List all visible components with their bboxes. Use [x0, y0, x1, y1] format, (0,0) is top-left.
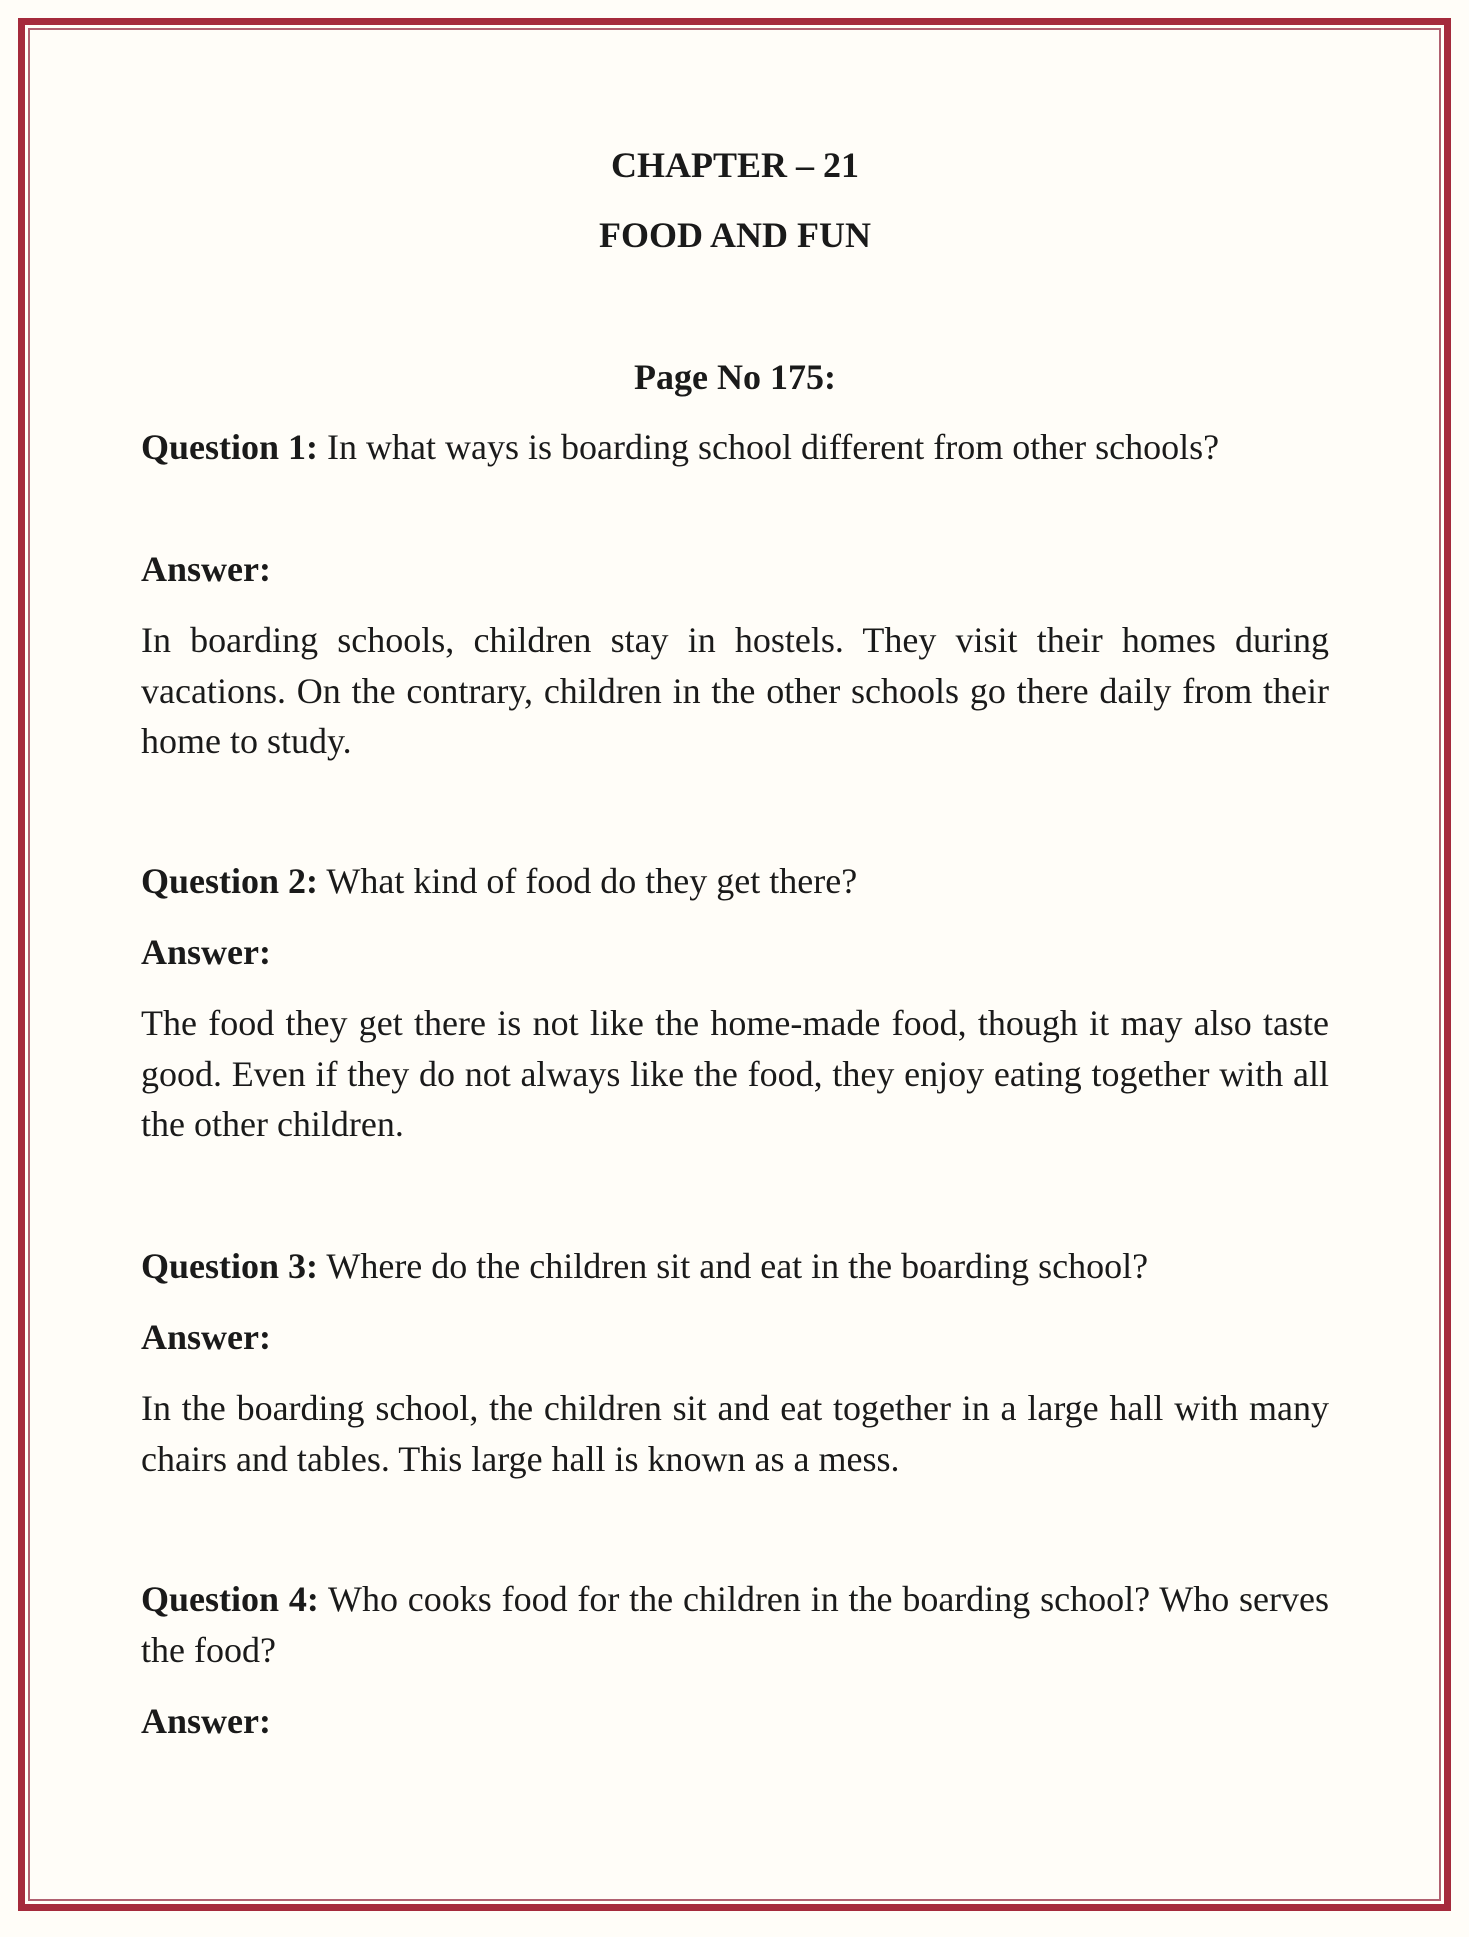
answer-label-1: Answer:	[141, 549, 271, 589]
chapter-number: CHAPTER – 21	[610, 145, 859, 185]
answer-2: The food they get there is not like the home-made food, though it may also taste good. Even if they do not always like the food, they enjoy eating together with all the other children.	[141, 1003, 1329, 1144]
question-text: Where do the children sit and eat in the boarding school?	[318, 1246, 1149, 1286]
question-4	[141, 1574, 1329, 1675]
answer-label-3: Answer:	[141, 1317, 271, 1357]
question-text: Who cooks food for the children in the boarding school? Who serves the food?	[141, 1579, 1329, 1670]
answer-label-4: Answer:	[141, 1701, 271, 1741]
question-label: Question 1:	[141, 427, 319, 467]
page-number-heading: Page No 175:	[634, 357, 836, 397]
question-3	[141, 1241, 1329, 1292]
question-label: Question 2:	[141, 861, 319, 901]
answer-label-2: Answer:	[141, 932, 271, 972]
question-1	[141, 422, 1329, 473]
chapter-title: FOOD AND FUN	[599, 215, 871, 255]
question-text: In what ways is boarding school different from other schools?	[318, 427, 1220, 467]
question-2	[141, 856, 1329, 907]
question-label: Question 4:	[141, 1579, 319, 1619]
question-text: What kind of food do they get there?	[318, 861, 858, 901]
answer-3: In the boarding school, the children sit and eat together in a large hall with many chairs and tables. This large hall is known as a mess.	[141, 1388, 1329, 1479]
question-label: Question 3:	[141, 1246, 319, 1286]
answer-1: In boarding schools, children stay in hostels. They visit their homes during vacations. On the contrary, children in the other schools go there daily from their home to study.	[141, 620, 1329, 761]
